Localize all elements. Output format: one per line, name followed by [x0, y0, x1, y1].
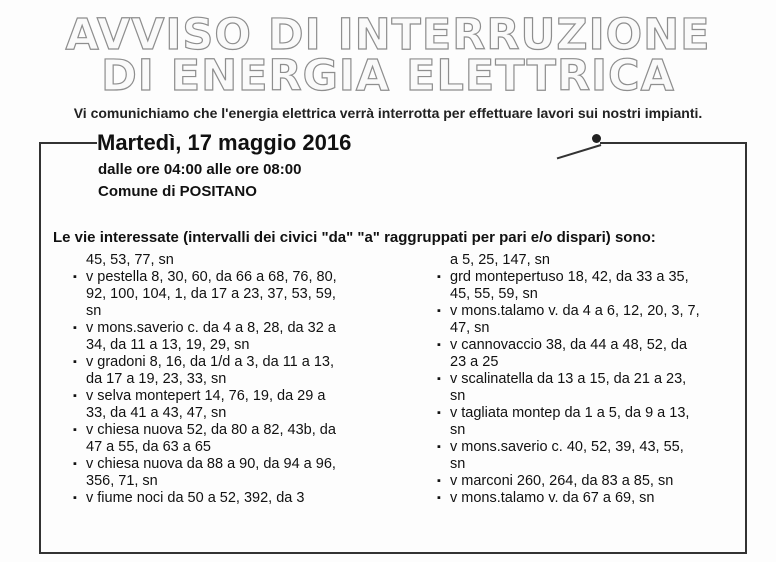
bullet-icon: ▪: [437, 475, 441, 487]
street-entry: [73, 422, 393, 456]
street-entry-line: v chiesa nuova 52, da 80 a 82, 43b, da: [86, 422, 336, 438]
street-entry: [73, 490, 393, 507]
frame-top-left-line: [39, 142, 99, 144]
street-entry-line: 356, 71, sn: [86, 473, 158, 489]
street-entry-line: v fiume noci da 50 a 52, 392, da 3: [86, 490, 305, 506]
bullet-icon: [73, 252, 86, 269]
street-entry: [73, 456, 393, 490]
bullet-icon: ▪: [73, 424, 77, 436]
street-entry: [437, 371, 737, 405]
bullet-icon: ▪: [437, 373, 441, 385]
street-entry: [437, 303, 737, 337]
street-entry-line: da 17 a 19, 23, 33, sn: [86, 371, 227, 387]
bullet-icon: ▪: [437, 305, 441, 317]
street-entry-line: 92, 100, 104, 1, da 17 a 23, 37, 53, 59,: [86, 286, 336, 302]
bullet-icon: ▪: [73, 390, 77, 402]
pin-icon: [592, 134, 601, 143]
street-entry-line: 23 a 25: [450, 354, 499, 370]
street-entry-line: sn: [450, 388, 466, 404]
street-entry: [437, 439, 737, 473]
bullet-icon: ▪: [437, 339, 441, 351]
street-entry-line: v tagliata montep da 1 a 5, da 9 a 13,: [450, 405, 690, 421]
street-entry-line: 45, 55, 59, sn: [450, 286, 538, 302]
street-entry-line: v selva montepert 14, 76, 19, da 29 a: [86, 388, 326, 404]
streets-left-column: [73, 252, 393, 507]
notice-title-line1: AVVISO DI INTERRUZIONE: [65, 10, 711, 60]
street-entry-line: 33, da 41 a 43, 47, sn: [86, 405, 227, 421]
street-entry-line: v pestella 8, 30, 60, da 66 a 68, 76, 80,: [86, 269, 337, 285]
street-entry-line: v marconi 260, 264, da 83 a 85, sn: [450, 473, 674, 489]
street-entry-line: v chiesa nuova da 88 a 90, da 94 a 96,: [86, 456, 336, 472]
street-entry-line: v mons.saverio c. 40, 52, 39, 43, 55,: [450, 439, 684, 455]
bullet-icon: ▪: [73, 492, 77, 504]
street-entry-line: sn: [450, 456, 466, 472]
street-entry-line: a 5, 25, 147, sn: [450, 252, 550, 268]
bullet-icon: ▪: [73, 271, 77, 283]
street-entry: [437, 405, 737, 439]
street-entry: [437, 269, 737, 303]
bullet-icon: ▪: [73, 458, 77, 470]
street-entry-line: v mons.saverio c. da 4 a 8, 28, da 32 a: [86, 320, 336, 336]
street-entry-line: v mons.talamo v. da 67 a 69, sn: [450, 490, 655, 506]
street-entry: [437, 337, 737, 371]
street-entry-line: sn: [450, 422, 466, 438]
bullet-icon: ▪: [73, 356, 77, 368]
street-entry-line: v cannovaccio 38, da 44 a 48, 52, da: [450, 337, 688, 353]
street-entry-line: v scalinatella da 13 a 15, da 21 a 23,: [450, 371, 687, 387]
frame-top-right-line: [600, 142, 747, 144]
intro-text: Vi comunichiamo che l'energia elettrica verrà interrotta per effettuare lavori sui nostri impianti.: [73, 105, 703, 121]
bullet-icon: ▪: [437, 407, 441, 419]
outage-date: Martedì, 17 maggio 2016: [97, 130, 355, 156]
street-entry-line: 47 a 55, da 63 a 65: [86, 439, 211, 455]
outage-hours: dalle ore 04:00 alle ore 08:00: [98, 161, 302, 178]
street-entry-line: 34, da 11 a 13, 19, 29, sn: [86, 337, 250, 353]
street-entry-line: v gradoni 8, 16, da 1/d a 3, da 11 a 13,: [86, 354, 335, 370]
street-entry: [437, 252, 737, 269]
bullet-icon: [437, 252, 450, 269]
bullet-icon: ▪: [73, 322, 77, 334]
street-entry-line: 47, sn: [450, 320, 490, 336]
street-entry: [437, 473, 737, 490]
street-entry: [437, 490, 737, 507]
street-entry: [73, 252, 393, 269]
street-entry: [73, 388, 393, 422]
bullet-icon: ▪: [437, 492, 441, 504]
streets-intro: Le vie interessate (intervalli dei civici "da" "a" raggruppati per pari e/o dispari) sono:: [53, 229, 656, 246]
municipality: Comune di POSITANO: [98, 183, 257, 200]
street-entry-line: 45, 53, 77, sn: [86, 252, 174, 268]
streets-right-column: [437, 252, 737, 507]
street-entry-line: v mons.talamo v. da 4 a 6, 12, 20, 3, 7,: [450, 303, 700, 319]
street-entry: [73, 354, 393, 388]
bullet-icon: ▪: [437, 441, 441, 453]
bullet-icon: ▪: [437, 271, 441, 283]
street-entry-line: sn: [86, 303, 102, 319]
street-entry: [73, 269, 393, 320]
street-entry-line: grd montepertuso 18, 42, da 33 a 35,: [450, 269, 689, 285]
street-entry: [73, 320, 393, 354]
notice-title-line2: DI ENERGIA ELETTRICA: [101, 51, 675, 101]
